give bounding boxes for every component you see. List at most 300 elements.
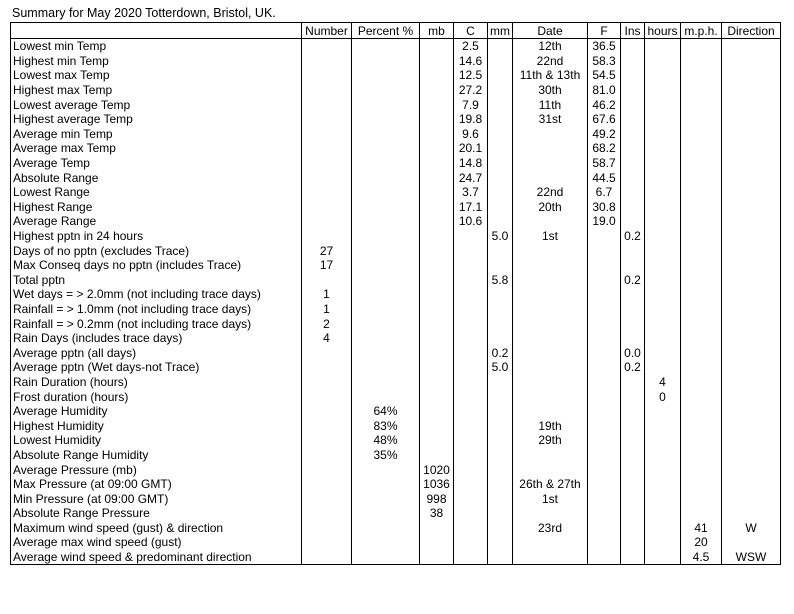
cell-mm xyxy=(488,170,513,185)
header-row xyxy=(11,23,781,39)
cell-inches xyxy=(621,243,645,258)
row-label: Highest max Temp xyxy=(11,83,302,98)
cell-inches xyxy=(621,521,645,536)
cell-mb xyxy=(420,214,454,229)
cell-fahrenheit: 46.2 xyxy=(588,97,621,112)
cell-hours xyxy=(645,462,681,477)
cell-direction xyxy=(722,39,781,54)
cell-celsius xyxy=(454,433,488,448)
cell-mb xyxy=(420,389,454,404)
cell-inches xyxy=(621,506,645,521)
cell-number xyxy=(302,521,352,536)
cell-mm: 0.2 xyxy=(488,345,513,360)
column-header-label xyxy=(11,23,302,39)
cell-fahrenheit xyxy=(588,389,621,404)
cell-mb xyxy=(420,156,454,171)
cell-inches xyxy=(621,200,645,215)
table-row xyxy=(11,229,781,244)
cell-number xyxy=(302,170,352,185)
cell-mb xyxy=(420,54,454,69)
cell-percent xyxy=(352,389,420,404)
cell-number xyxy=(302,185,352,200)
cell-date xyxy=(513,287,588,302)
cell-percent xyxy=(352,127,420,142)
row-label: Rain Duration (hours) xyxy=(11,375,302,390)
row-label: Highest average Temp xyxy=(11,112,302,127)
cell-direction xyxy=(722,258,781,273)
cell-direction xyxy=(722,170,781,185)
cell-mph xyxy=(681,141,722,156)
cell-hours xyxy=(645,345,681,360)
cell-number xyxy=(302,550,352,565)
cell-inches xyxy=(621,535,645,550)
cell-date: 30th xyxy=(513,83,588,98)
cell-hours xyxy=(645,97,681,112)
row-label: Average Humidity xyxy=(11,404,302,419)
cell-date: 19th xyxy=(513,418,588,433)
cell-inches xyxy=(621,127,645,142)
table-row xyxy=(11,39,781,54)
cell-mb xyxy=(420,83,454,98)
cell-date: 11th xyxy=(513,97,588,112)
cell-mb xyxy=(420,404,454,419)
cell-inches xyxy=(621,112,645,127)
cell-date xyxy=(513,258,588,273)
cell-hours xyxy=(645,54,681,69)
cell-inches xyxy=(621,302,645,317)
cell-inches xyxy=(621,54,645,69)
table-row xyxy=(11,550,781,565)
cell-percent xyxy=(352,54,420,69)
cell-celsius xyxy=(454,418,488,433)
cell-fahrenheit xyxy=(588,550,621,565)
table-row xyxy=(11,141,781,156)
cell-mm xyxy=(488,375,513,390)
cell-celsius: 20.1 xyxy=(454,141,488,156)
cell-number xyxy=(302,273,352,288)
cell-date xyxy=(513,448,588,463)
table-row xyxy=(11,448,781,463)
cell-percent xyxy=(352,287,420,302)
cell-percent xyxy=(352,535,420,550)
cell-mph xyxy=(681,448,722,463)
cell-direction xyxy=(722,97,781,112)
cell-inches xyxy=(621,389,645,404)
cell-fahrenheit xyxy=(588,316,621,331)
column-header-celsius: C xyxy=(454,23,488,39)
cell-celsius xyxy=(454,404,488,419)
cell-hours xyxy=(645,243,681,258)
cell-celsius: 19.8 xyxy=(454,112,488,127)
cell-number xyxy=(302,214,352,229)
cell-direction xyxy=(722,462,781,477)
cell-percent xyxy=(352,39,420,54)
cell-direction xyxy=(722,345,781,360)
table-row xyxy=(11,97,781,112)
cell-date xyxy=(513,375,588,390)
summary-table xyxy=(10,22,781,565)
cell-hours xyxy=(645,448,681,463)
cell-mph xyxy=(681,68,722,83)
cell-mb xyxy=(420,141,454,156)
cell-mb xyxy=(420,258,454,273)
cell-date xyxy=(513,316,588,331)
cell-mm xyxy=(488,156,513,171)
cell-fahrenheit xyxy=(588,404,621,419)
cell-date: 12th xyxy=(513,39,588,54)
cell-percent xyxy=(352,258,420,273)
cell-direction xyxy=(722,448,781,463)
cell-mph xyxy=(681,83,722,98)
cell-percent xyxy=(352,331,420,346)
cell-inches xyxy=(621,418,645,433)
column-header-hours: hours xyxy=(645,23,681,39)
cell-percent: 83% xyxy=(352,418,420,433)
cell-percent xyxy=(352,170,420,185)
cell-mph: 20 xyxy=(681,535,722,550)
table-row xyxy=(11,404,781,419)
cell-hours xyxy=(645,185,681,200)
cell-percent xyxy=(352,316,420,331)
row-label: Rainfall = > 0.2mm (not including trace days) xyxy=(11,316,302,331)
cell-number xyxy=(302,83,352,98)
cell-celsius: 17.1 xyxy=(454,200,488,215)
cell-number: 17 xyxy=(302,258,352,273)
cell-hours xyxy=(645,258,681,273)
cell-celsius: 14.8 xyxy=(454,156,488,171)
cell-hours xyxy=(645,83,681,98)
cell-number xyxy=(302,462,352,477)
cell-mm xyxy=(488,200,513,215)
cell-direction xyxy=(722,302,781,317)
cell-date xyxy=(513,550,588,565)
row-label: Average pptn (Wet days-not Trace) xyxy=(11,360,302,375)
table-row xyxy=(11,521,781,536)
column-header-mm: mm xyxy=(488,23,513,39)
cell-inches xyxy=(621,83,645,98)
cell-fahrenheit xyxy=(588,418,621,433)
cell-number xyxy=(302,112,352,127)
table-body xyxy=(11,39,781,565)
cell-direction xyxy=(722,156,781,171)
cell-percent xyxy=(352,156,420,171)
cell-mph xyxy=(681,97,722,112)
cell-percent xyxy=(352,112,420,127)
cell-hours xyxy=(645,535,681,550)
cell-hours xyxy=(645,506,681,521)
cell-date: 23rd xyxy=(513,521,588,536)
cell-fahrenheit xyxy=(588,258,621,273)
row-label: Max Pressure (at 09:00 GMT) xyxy=(11,477,302,492)
cell-mm xyxy=(488,433,513,448)
cell-percent xyxy=(352,185,420,200)
cell-inches xyxy=(621,258,645,273)
cell-number xyxy=(302,54,352,69)
cell-direction: W xyxy=(722,521,781,536)
cell-date: 22nd xyxy=(513,54,588,69)
cell-celsius xyxy=(454,331,488,346)
table-row xyxy=(11,243,781,258)
cell-mph xyxy=(681,54,722,69)
column-header-direction: Direction xyxy=(722,23,781,39)
cell-celsius: 9.6 xyxy=(454,127,488,142)
cell-date: 31st xyxy=(513,112,588,127)
cell-number: 1 xyxy=(302,302,352,317)
cell-direction xyxy=(722,491,781,506)
cell-inches xyxy=(621,448,645,463)
row-label: Max Conseq days no pptn (includes Trace) xyxy=(11,258,302,273)
cell-date xyxy=(513,302,588,317)
cell-fahrenheit: 30.8 xyxy=(588,200,621,215)
cell-date: 11th & 13th xyxy=(513,68,588,83)
cell-mph xyxy=(681,273,722,288)
cell-hours xyxy=(645,302,681,317)
cell-mph xyxy=(681,112,722,127)
cell-date xyxy=(513,404,588,419)
cell-direction xyxy=(722,127,781,142)
row-label: Rainfall = > 1.0mm (not including trace days) xyxy=(11,302,302,317)
cell-number xyxy=(302,156,352,171)
cell-mb xyxy=(420,521,454,536)
cell-hours xyxy=(645,550,681,565)
cell-direction xyxy=(722,535,781,550)
cell-fahrenheit xyxy=(588,273,621,288)
table-row xyxy=(11,68,781,83)
cell-date xyxy=(513,214,588,229)
cell-mb xyxy=(420,68,454,83)
cell-number xyxy=(302,345,352,360)
table-row xyxy=(11,535,781,550)
table-row xyxy=(11,170,781,185)
cell-fahrenheit: 68.2 xyxy=(588,141,621,156)
column-header-inches: Ins xyxy=(621,23,645,39)
cell-mb xyxy=(420,97,454,112)
cell-mph xyxy=(681,345,722,360)
cell-number xyxy=(302,141,352,156)
cell-percent xyxy=(352,375,420,390)
cell-fahrenheit xyxy=(588,360,621,375)
cell-celsius xyxy=(454,477,488,492)
cell-percent xyxy=(352,68,420,83)
table-row xyxy=(11,433,781,448)
cell-fahrenheit xyxy=(588,302,621,317)
row-label: Highest Humidity xyxy=(11,418,302,433)
cell-fahrenheit: 54.5 xyxy=(588,68,621,83)
cell-celsius: 24.7 xyxy=(454,170,488,185)
cell-fahrenheit: 58.3 xyxy=(588,54,621,69)
cell-celsius xyxy=(454,316,488,331)
table-row xyxy=(11,54,781,69)
cell-mph xyxy=(681,375,722,390)
cell-percent xyxy=(352,141,420,156)
column-header-mph: m.p.h. xyxy=(681,23,722,39)
cell-direction xyxy=(722,389,781,404)
cell-hours xyxy=(645,141,681,156)
row-label: Average min Temp xyxy=(11,127,302,142)
cell-celsius xyxy=(454,506,488,521)
column-header-mb: mb xyxy=(420,23,454,39)
cell-number xyxy=(302,360,352,375)
cell-mb xyxy=(420,433,454,448)
table-row xyxy=(11,302,781,317)
cell-mm xyxy=(488,141,513,156)
cell-mph xyxy=(681,214,722,229)
cell-mb xyxy=(420,185,454,200)
cell-celsius xyxy=(454,229,488,244)
table-row xyxy=(11,491,781,506)
cell-number xyxy=(302,200,352,215)
cell-number xyxy=(302,229,352,244)
cell-direction xyxy=(722,418,781,433)
cell-mb xyxy=(420,243,454,258)
cell-celsius xyxy=(454,491,488,506)
cell-direction xyxy=(722,404,781,419)
page-title: Summary for May 2020 Totterdown, Bristol, UK. xyxy=(12,6,276,20)
cell-direction: WSW xyxy=(722,550,781,565)
cell-fahrenheit xyxy=(588,287,621,302)
cell-mm xyxy=(488,418,513,433)
cell-celsius xyxy=(454,389,488,404)
cell-direction xyxy=(722,54,781,69)
row-label: Highest Range xyxy=(11,200,302,215)
row-label: Lowest max Temp xyxy=(11,68,302,83)
cell-number xyxy=(302,404,352,419)
cell-mm xyxy=(488,302,513,317)
cell-date xyxy=(513,331,588,346)
cell-percent xyxy=(352,345,420,360)
cell-mph xyxy=(681,229,722,244)
cell-mb xyxy=(420,331,454,346)
cell-direction xyxy=(722,477,781,492)
cell-hours xyxy=(645,68,681,83)
cell-mm xyxy=(488,258,513,273)
cell-fahrenheit: 49.2 xyxy=(588,127,621,142)
cell-date: 20th xyxy=(513,200,588,215)
cell-number xyxy=(302,97,352,112)
cell-inches xyxy=(621,97,645,112)
cell-fahrenheit xyxy=(588,345,621,360)
cell-hours xyxy=(645,170,681,185)
cell-mm xyxy=(488,112,513,127)
cell-hours xyxy=(645,331,681,346)
cell-hours: 0 xyxy=(645,389,681,404)
cell-inches: 0.0 xyxy=(621,345,645,360)
cell-mb xyxy=(420,170,454,185)
cell-percent xyxy=(352,83,420,98)
row-label: Average Range xyxy=(11,214,302,229)
cell-inches xyxy=(621,550,645,565)
cell-date xyxy=(513,170,588,185)
cell-fahrenheit xyxy=(588,433,621,448)
cell-mm xyxy=(488,83,513,98)
cell-mb xyxy=(420,39,454,54)
cell-percent xyxy=(352,550,420,565)
cell-celsius: 2.5 xyxy=(454,39,488,54)
cell-number xyxy=(302,506,352,521)
cell-celsius: 12.5 xyxy=(454,68,488,83)
row-label: Wet days = > 2.0mm (not including trace days) xyxy=(11,287,302,302)
cell-date xyxy=(513,273,588,288)
row-label: Absolute Range Pressure xyxy=(11,506,302,521)
cell-direction xyxy=(722,185,781,200)
cell-celsius xyxy=(454,345,488,360)
cell-fahrenheit xyxy=(588,448,621,463)
cell-mb xyxy=(420,535,454,550)
cell-inches xyxy=(621,141,645,156)
cell-inches xyxy=(621,287,645,302)
cell-mph xyxy=(681,156,722,171)
cell-fahrenheit: 6.7 xyxy=(588,185,621,200)
cell-mph xyxy=(681,389,722,404)
table-row xyxy=(11,112,781,127)
cell-mm: 5.0 xyxy=(488,229,513,244)
table-row xyxy=(11,127,781,142)
cell-direction xyxy=(722,375,781,390)
cell-percent xyxy=(352,229,420,244)
cell-date xyxy=(513,243,588,258)
cell-direction xyxy=(722,243,781,258)
cell-date: 1st xyxy=(513,491,588,506)
cell-mb xyxy=(420,229,454,244)
cell-date: 22nd xyxy=(513,185,588,200)
cell-hours xyxy=(645,200,681,215)
cell-percent xyxy=(352,360,420,375)
cell-mb xyxy=(420,345,454,360)
row-label: Average pptn (all days) xyxy=(11,345,302,360)
table-row xyxy=(11,389,781,404)
cell-mb xyxy=(420,112,454,127)
cell-mm xyxy=(488,243,513,258)
cell-hours xyxy=(645,418,681,433)
table-row xyxy=(11,477,781,492)
cell-direction xyxy=(722,433,781,448)
cell-percent xyxy=(352,491,420,506)
cell-number xyxy=(302,491,352,506)
cell-mb xyxy=(420,375,454,390)
cell-fahrenheit xyxy=(588,243,621,258)
cell-direction xyxy=(722,506,781,521)
cell-number xyxy=(302,39,352,54)
table-row xyxy=(11,287,781,302)
cell-mph xyxy=(681,477,722,492)
cell-percent: 48% xyxy=(352,433,420,448)
cell-mb xyxy=(420,418,454,433)
column-header-date: Date xyxy=(513,23,588,39)
row-label: Absolute Range Humidity xyxy=(11,448,302,463)
table-row xyxy=(11,331,781,346)
cell-fahrenheit: 36.5 xyxy=(588,39,621,54)
cell-date xyxy=(513,360,588,375)
cell-inches xyxy=(621,170,645,185)
cell-fahrenheit xyxy=(588,375,621,390)
cell-mm xyxy=(488,316,513,331)
cell-inches xyxy=(621,404,645,419)
cell-direction xyxy=(722,112,781,127)
cell-date xyxy=(513,462,588,477)
column-header-number: Number xyxy=(302,23,352,39)
table-row xyxy=(11,258,781,273)
cell-direction xyxy=(722,141,781,156)
row-label: Average max wind speed (gust) xyxy=(11,535,302,550)
cell-inches xyxy=(621,214,645,229)
cell-mph xyxy=(681,491,722,506)
cell-date xyxy=(513,141,588,156)
table-row xyxy=(11,273,781,288)
cell-mm xyxy=(488,127,513,142)
cell-mb xyxy=(420,200,454,215)
row-label: Highest pptn in 24 hours xyxy=(11,229,302,244)
cell-hours xyxy=(645,316,681,331)
